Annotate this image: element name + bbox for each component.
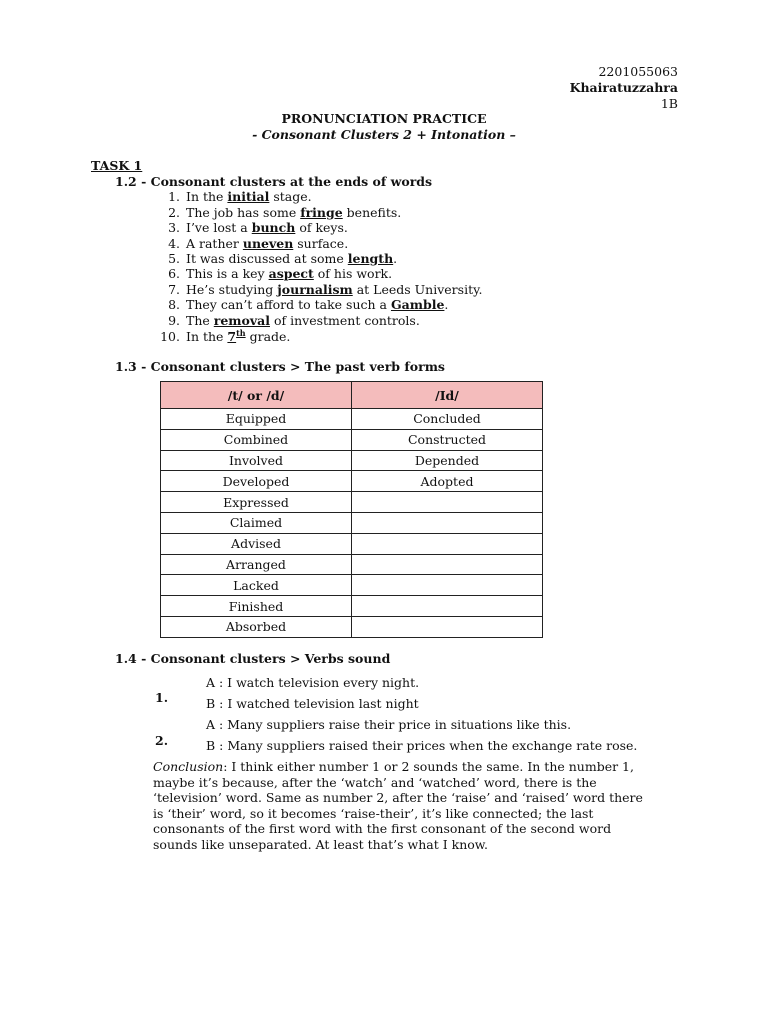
table-cell: Claimed bbox=[161, 512, 352, 533]
example-2-sentence-b: B : Many suppliers raised their prices when the exchange rate rose. bbox=[206, 738, 638, 753]
table-cell: Developed bbox=[161, 471, 352, 492]
table-row bbox=[161, 409, 543, 430]
table-row bbox=[161, 575, 543, 596]
example-2-sentence-a: A : Many suppliers raise their price in situations like this. bbox=[206, 717, 572, 732]
table-row bbox=[161, 616, 543, 637]
student-name: Khairatuzzahra bbox=[569, 80, 678, 95]
example-1-sentence-b: B : I watched television last night bbox=[206, 696, 419, 711]
table-cell: Lacked bbox=[161, 575, 352, 596]
table-row bbox=[161, 512, 543, 533]
table-row bbox=[161, 533, 543, 554]
table-row bbox=[161, 554, 543, 575]
list-item: 10. In the 7th grade. bbox=[160, 328, 291, 345]
task-heading: TASK 1 bbox=[91, 158, 143, 173]
example-number-1: 1. bbox=[155, 690, 169, 705]
example-number-2: 2. bbox=[155, 733, 169, 748]
list-item: 2. The job has some fringe benefits. bbox=[168, 205, 402, 220]
table-cell bbox=[352, 575, 543, 596]
table-cell: Advised bbox=[161, 533, 352, 554]
table-cell: Expressed bbox=[161, 492, 352, 513]
column-header-t-d: /t/ or /d/ bbox=[161, 382, 352, 409]
page-title: PRONUNCIATION PRACTICE bbox=[281, 111, 487, 126]
table-cell: Concluded bbox=[352, 409, 543, 430]
list-item: 6. This is a key aspect of his work. bbox=[168, 266, 393, 281]
table-cell: Arranged bbox=[161, 554, 352, 575]
table-cell: Involved bbox=[161, 450, 352, 471]
list-item: 8. They can’t afford to take such a Gamble. bbox=[168, 297, 449, 312]
table-cell bbox=[352, 492, 543, 513]
list-item: 5. It was discussed at some length. bbox=[168, 251, 398, 266]
list-item: 3. I’ve lost a bunch of keys. bbox=[168, 220, 348, 235]
list-item: 1. In the initial stage. bbox=[168, 189, 312, 204]
table-cell: Finished bbox=[161, 596, 352, 617]
student-id: 2201055063 bbox=[598, 64, 678, 79]
table-header-row bbox=[161, 382, 543, 409]
table-row bbox=[161, 596, 543, 617]
table-row bbox=[161, 492, 543, 513]
table-cell: Depended bbox=[352, 450, 543, 471]
table-cell: Adopted bbox=[352, 471, 543, 492]
conclusion-text: : I think either number 1 or 2 sounds the same. In the number 1, maybe it’s because, after the ‘watch’ and ‘watched’ word, there is the ‘television’ word. Same as number 2, after the ‘raise’ and ‘raised’ word there is ‘their’ word, so it becomes ‘raise-their’, it’s like connected; the last consonants of the first word with the first consonant of the second word sounds like unseparated. At least that’s what I know. bbox=[153, 759, 643, 852]
past-verb-table bbox=[160, 381, 543, 638]
table-cell bbox=[352, 616, 543, 637]
section-1-4-heading: 1.4 - Consonant clusters > Verbs sound bbox=[115, 651, 391, 666]
list-item: 9. The removal of investment controls. bbox=[168, 313, 420, 328]
table-cell: Constructed bbox=[352, 429, 543, 450]
table-cell bbox=[352, 596, 543, 617]
student-class: 1B bbox=[660, 96, 678, 111]
table-cell bbox=[352, 512, 543, 533]
column-header-id: /Id/ bbox=[352, 382, 543, 409]
section-1-2-heading: 1.2 - Consonant clusters at the ends of words bbox=[115, 174, 433, 189]
list-item: 7. He’s studying journalism at Leeds University. bbox=[168, 282, 483, 297]
table-cell: Absorbed bbox=[161, 616, 352, 637]
conclusion-paragraph bbox=[153, 759, 653, 853]
table-cell: Combined bbox=[161, 429, 352, 450]
section-1-3-heading: 1.3 - Consonant clusters > The past verb forms bbox=[115, 359, 445, 374]
example-1-sentence-a: A : I watch television every night. bbox=[206, 675, 420, 690]
table-cell: Equipped bbox=[161, 409, 352, 430]
list-item: 4. A rather uneven surface. bbox=[168, 236, 349, 251]
table-row bbox=[161, 429, 543, 450]
table-cell bbox=[352, 554, 543, 575]
table-row bbox=[161, 471, 543, 492]
table-cell bbox=[352, 533, 543, 554]
page-subtitle: - Consonant Clusters 2 + Intonation – bbox=[252, 127, 516, 142]
conclusion-label: Conclusion bbox=[153, 759, 224, 774]
table-row bbox=[161, 450, 543, 471]
